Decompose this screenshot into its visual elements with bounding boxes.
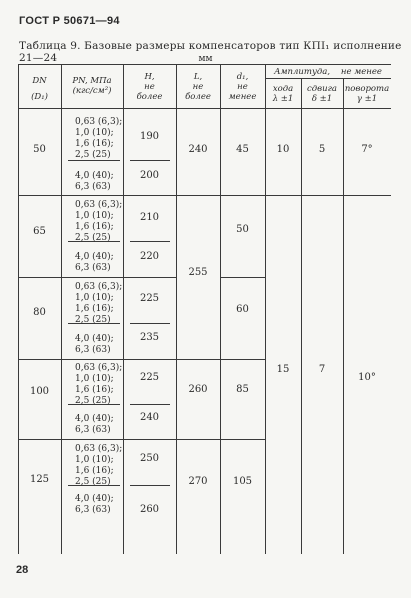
h-cell: 220	[139, 251, 160, 262]
dn-cell: 80	[33, 307, 46, 318]
l-cell: 260	[188, 384, 208, 395]
h-sep	[130, 323, 170, 324]
dn-cell: 50	[33, 144, 46, 155]
h-cell: 260	[139, 504, 160, 515]
pn-cell: 4,0 (40); 6,3 (63)	[75, 494, 114, 515]
hoda-cell: 15	[276, 364, 290, 375]
dn-cell: 125	[29, 474, 50, 485]
d1-cell: 105	[232, 476, 253, 487]
table-top-border	[18, 64, 391, 65]
l-d1-sep	[176, 359, 265, 360]
h-sep	[130, 485, 170, 486]
sdviga-header: сдвига δ ±1	[307, 84, 337, 104]
d1-cell: 60	[236, 304, 249, 315]
hoda-cell: 10	[276, 144, 290, 155]
dn-cell: 100	[29, 386, 50, 397]
row-sep-50	[18, 195, 176, 196]
pn-cell: 4,0 (40); 6,3 (63)	[75, 252, 114, 273]
h-cell: 235	[139, 332, 160, 343]
hoda-header: хода λ ±1	[272, 84, 294, 104]
povorota-header: поворота γ ±1	[344, 84, 390, 104]
h-sep	[130, 160, 170, 161]
h-cell: 210	[139, 212, 160, 223]
h-cell: 240	[139, 412, 160, 423]
h-sep	[130, 241, 170, 242]
pn-cell: 0,63 (6,3); 1,0 (10); 1,6 (16); 2,5 (25)	[75, 200, 123, 243]
l-cell: 255	[188, 267, 208, 278]
h-cell: 250	[139, 453, 160, 464]
pn-cell: 0,63 (6,3); 1,0 (10); 1,6 (16); 2,5 (25)	[75, 282, 123, 325]
povorota-cell: 10°	[358, 372, 376, 383]
pn-cell: 0,63 (6,3); 1,0 (10); 1,6 (16); 2,5 (25)	[75, 117, 123, 160]
d1-sep	[220, 277, 265, 278]
d1-header: d₁, не менее	[228, 72, 257, 102]
h-cell: 190	[139, 131, 160, 142]
standard-header: ГОСТ Р 50671—94	[19, 15, 120, 27]
pn-header: PN, МПа (кгс/см²)	[72, 76, 112, 96]
h-sep	[130, 404, 170, 405]
pn-cell: 4,0 (40); 6,3 (63)	[75, 171, 114, 192]
pn-cell: 0,63 (6,3); 1,0 (10); 1,6 (16); 2,5 (25)	[75, 444, 123, 487]
h-cell: 225	[139, 293, 160, 304]
povorota-cell: 7°	[361, 144, 373, 155]
pn-cell: 0,63 (6,3); 1,0 (10); 1,6 (16); 2,5 (25)	[75, 363, 123, 406]
pn-cell: 4,0 (40); 6,3 (63)	[75, 414, 114, 435]
table-title: Таблица 9. Базовые размеры компенсаторов тип КПI₁ исполнение 21—24	[19, 40, 402, 64]
dn-header: DN (D₁)	[31, 76, 48, 102]
l-cell: 270	[188, 476, 208, 487]
sdviga-cell: 7	[318, 364, 326, 375]
amplitude-divider	[265, 78, 391, 79]
page-number: 28	[16, 564, 29, 576]
row-sep-65	[18, 277, 176, 278]
row-sep-80	[18, 359, 176, 360]
amplitude-header: Амплитуда, не менее	[274, 67, 382, 77]
amplitude-sep	[265, 195, 391, 196]
units-label: мм	[198, 54, 213, 64]
d1-cell: 45	[236, 144, 249, 155]
row-sep-100	[18, 439, 176, 440]
l-d1-sep	[176, 195, 265, 196]
col-divider-1	[61, 64, 62, 554]
pn-cell: 4,0 (40); 6,3 (63)	[75, 334, 114, 355]
header-bottom-border	[18, 108, 391, 109]
l-header: L, не более	[185, 72, 211, 102]
h-header: H, не более	[136, 72, 163, 102]
d1-cell: 50	[236, 224, 249, 235]
d1-cell: 85	[236, 384, 249, 395]
sdviga-cell: 5	[318, 144, 326, 155]
l-cell: 240	[188, 144, 208, 155]
l-d1-sep	[176, 439, 265, 440]
h-cell: 200	[139, 170, 160, 181]
h-cell: 225	[139, 372, 160, 383]
dimensions-table	[18, 64, 391, 554]
col-divider-5	[265, 64, 266, 554]
dn-cell: 65	[33, 226, 46, 237]
